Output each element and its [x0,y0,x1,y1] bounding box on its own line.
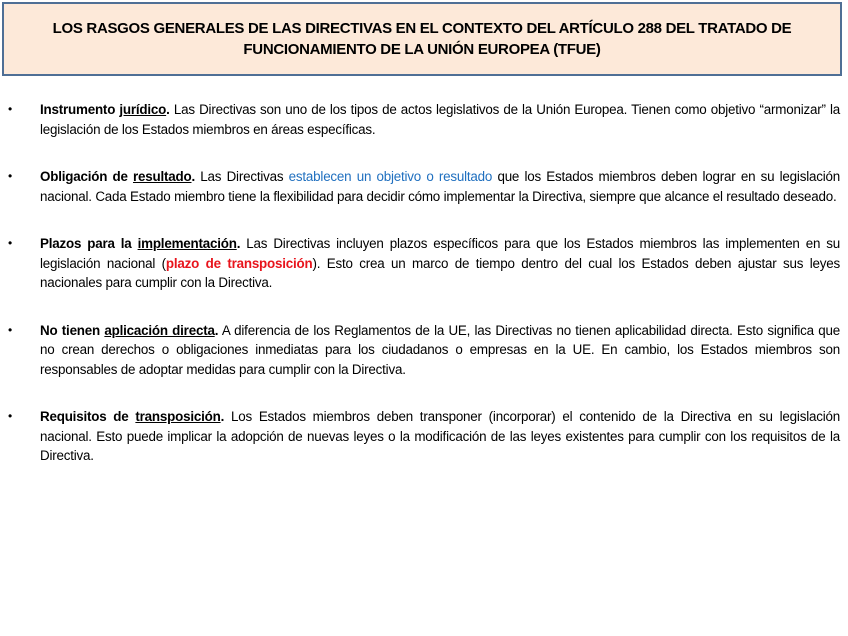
bullet-item-instrumento-juridico [0,100,848,139]
bullet-highlight-blue: establecen un objetivo o resultado [288,169,493,184]
bullet-item-requisitos-transposicion [0,407,848,466]
bullet-text: Las Directivas [195,169,289,184]
bullet-item-plazos-implementacion [0,234,848,293]
bullet-keyword: resultado [133,169,192,184]
bullet-dot: • [8,102,13,116]
bullet-keyword: implementación [137,236,237,251]
bullet-text: Las Directivas son uno de los tipos de actos legislativos de la Unión Europea. Tienen como objetivo “armonizar” la legislación de los Estados miembros en áreas específicas. [40,102,840,137]
bullet-dot: • [8,322,13,337]
bullet-text: Los Estados miembros deben transponer (incorporar) el contenido de la Directiva en su legislación nacional. Esto puede implicar la adopción de nuevas leyes o la modificación de las leyes existentes para cumplir con los requisitos de la Directiva. [40,409,840,463]
bullet-lead-dot: . [214,322,219,338]
bullet-dot: • [8,409,13,423]
bullet-keyword: transposición [135,409,221,424]
bullet-item-obligacion-resultado [0,167,848,206]
bullet-lead: Plazos para la [40,236,138,251]
bullet-text: Las Directivas incluyen plazos específicos para que los Estados miembros las implementen en su legislación nacional ( [40,236,840,271]
bullet-lead-dot: . [166,102,170,117]
bullet-text: A diferencia de los Reglamentos de la UE, las Directivas no tienen aplicabilidad directa. Esto significa que no crean derechos o obligaciones inmediatas para los ciudadanos o empresas en la UE. En cambio, los Estados miembros son responsables de adoptar medidas para cumplir con la Directiva. [40,322,840,377]
page-title: LOS RASGOS GENERALES DE LAS DIRECTIVAS EN EL CONTEXTO DEL ARTÍCULO 288 DEL TRATADO DE FUNCIONAMIENTO DE LA UNIÓN EUROPEA (TFUE) [52,20,792,58]
bullet-keyword: jurídico [119,102,167,117]
bullet-dot: • [8,169,13,183]
bullet-highlight-red: plazo de transposición [165,255,313,271]
bullet-list [0,100,848,494]
bullet-lead: Obligación de [40,169,133,184]
bullet-text-continued: ). Esto crea un marco de tiempo dentro del cual los Estados deben ajustar sus leyes nacionales para cumplir con la Directiva. [40,255,841,290]
bullet-lead: Requisitos de [40,409,136,424]
bullet-text-continued: que los Estados miembros deben lograr en su legislación nacional. Cada Estado miembro tiene la flexibilidad para decidir cómo implementar la Directiva, siempre que alcance el resultado deseado. [40,169,840,204]
bullet-keyword: aplicación directa [104,322,215,338]
bullet-lead-dot: . [191,169,196,184]
bullet-lead: Instrumento [40,102,120,117]
bullet-lead-dot: . [220,409,225,424]
bullet-lead-dot: . [236,236,241,251]
bullet-lead: No tienen [40,322,105,338]
bullet-item-aplicacion-directa [0,321,848,380]
title-box [2,2,842,76]
bullet-dot: • [8,236,13,250]
